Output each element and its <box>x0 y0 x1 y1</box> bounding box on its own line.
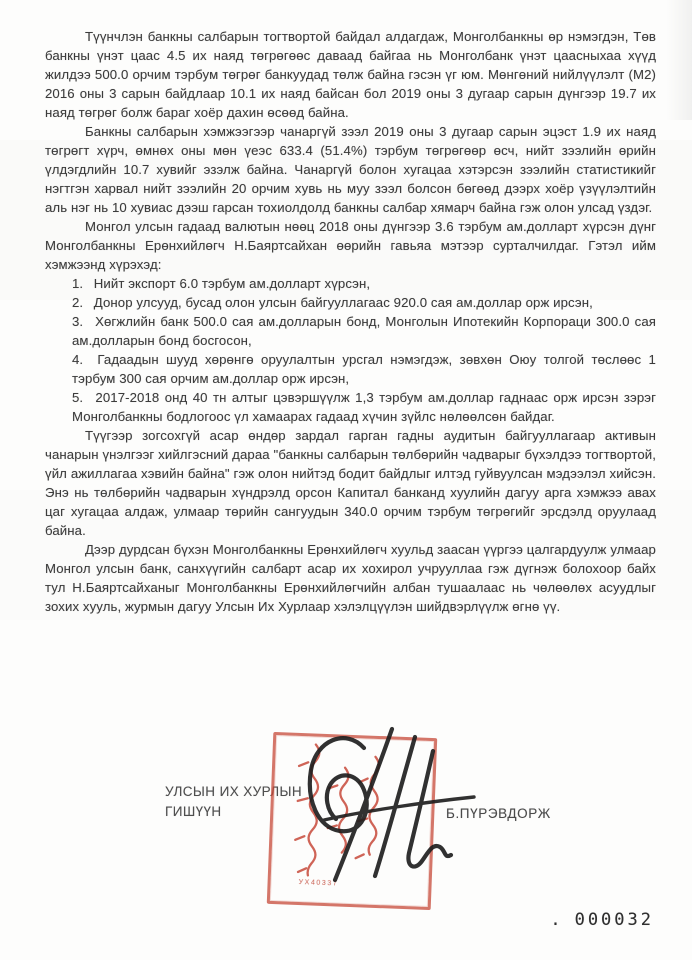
list-item <box>72 293 656 312</box>
scan-artifact <box>666 0 692 120</box>
page-number <box>550 910 654 930</box>
numbered-list <box>72 274 656 426</box>
list-item-number: 1. <box>72 276 84 291</box>
list-item-text: Нийт экспорт 6.0 тэрбум ам.долларт хүрсэн, <box>93 276 371 291</box>
list-item-number: 5. <box>72 390 84 405</box>
list-item-number: 4. <box>72 352 84 367</box>
document-body <box>45 27 656 616</box>
stamp-serial-number: УХ40337 <box>298 878 339 888</box>
page-number-dot: . <box>550 910 561 930</box>
paragraph-npl-statistics: Банкны салбарын хэмжээгээр чанаргүй зээл 2019 оны 3 дугаар сарын эцэст 1.9 их наяд төгрөгт хүрч, өмнөх оны мөн үеэс 633.4 (51.4%) тэрбум төгрөгөөр өсч, нийт зээлийн өрийн үлдэгдлийн 10.7 хувийг эзэлж байна. Чанаргүй болон хугацаа хэтэрсэн зээлийн статистикийг нэгтгэн харвал нийт зээлийн 20 орчим хувь нь муу зээл болсон бөгөөд дээрх хоёр үзүүлэлтийн аль нэг нь 10 хувиас дээш гарсан тохиолдолд банкны салбар хямарч байна гэж олон улсад үздэг. <box>45 124 656 215</box>
paragraph-fx-reserves: Монгол улсын гадаад валютын нөөц 2018 оны дүнгээр 3.6 тэрбум ам.долларт хүрсэн дүнг Монголбанкны Ерөнхийлөгч Н.Баяртсайхан өөрийн гавьяа мэтээр сурталчилдаг. Гэтэл ийм хэмжээнд хүрэхэд: <box>45 219 656 272</box>
signer-title-line1: УЛСЫН ИХ ХУРЛЫН <box>165 784 303 799</box>
list-item <box>72 312 656 350</box>
paragraph-audit-claim: Түүгээр зогсохгүй асар өндөр зардал гарган гадны аудитын байгууллагаар активын чанарын үнэлгээг хийлгэсний дараа "банкны салбарын төлбөрийн чадварыг бүхэлдээ тогтвортой, үйл ажиллагаа хэвийн байна" гэж олон нийтэд бодит байдлыг илтэд гуйвуулсан мэдээлэл хийсэн. Энэ нь төлбөрийн чадварын хүндрэлд орсон Капитал банканд хуулийн дагуу арга хэмжээ авах цаг хугацаа алдаж, улмаар төрийн сангуудын 340.0 орчим тэрбум төгрөгийг эрсдэлд оруулаад байна. <box>45 428 656 538</box>
list-item <box>72 350 656 388</box>
signer-title-line2: ГИШҮҮН <box>165 804 222 819</box>
paragraph-bank-sector-stability: Түүнчлэн банкны салбарын тогтвортой байдал алдагдаж, Монголбанкны өр нэмэгдэн, Төв банкны үнэт цаас 4.5 их наяд төгрөгөөс даваад байгаа нь Монголбанк үнэт цаасныхаа хүүд жилдээ 500.0 орчим тэрбум төгрөг банкуудад төлж байна гэсэн үг юм. Мөнгөний нийлүүлэлт (М2) 2016 оны 3 сарын байдлаар 10.1 их наяд байсан бол 2019 оны 3 дугаар сарын дүнгээр 19.7 их наяд төгрөг болж бараг хоёр дахин өсөөд байна. <box>45 29 656 120</box>
list-item <box>72 274 656 293</box>
paragraph-dismissal-request: Дээр дурдсан бүхэн Монголбанкны Ерөнхийлөгч хуульд заасан үүргээ цалгардуулж улмаар Монгол улсын банк, санхүүгийн салбарт асар их хохирол учрууллаа гэж дүгнэж болохоор байх тул Н.Баяртсайханыг Монголбанкны Ерөнхийлөгчийн албан тушаалаас нь чөлөөлөх асуудлыг зохих хууль, журмын дагуу Улсын Их Хурлаар хэлэлцүүлэн шийдвэрлүүлж өгнө үү. <box>45 542 656 614</box>
list-item-text: Гадаадын шууд хөрөнгө оруулалтын урсгал нэмэгдэж, зөвхөн Оюу толгой төслөөс 1 тэрбум 300 сая орчим ам.доллар орж ирсэн, <box>72 352 656 386</box>
list-item-number: 2. <box>72 295 84 310</box>
list-item <box>72 388 656 426</box>
list-item-text: Донор улсууд, бусад олон улсын байгууллагаас 920.0 сая ам.доллар орж ирсэн, <box>93 295 593 310</box>
signer-name: Б.ПҮРЭВДОРЖ <box>446 806 551 821</box>
list-item-number: 3. <box>72 314 84 329</box>
list-item-text: 2017-2018 онд 40 тн алтыг цэвэршүүлж 1,3 тэрбум ам.доллар гаднаас орж ирсэн зэрэг Монголбанкны бодлогоос үл хамаарах гадаад хүчин зүйлс нөлөөлсөн байдаг. <box>72 390 656 424</box>
handwritten-signature <box>302 726 482 891</box>
page-number-value: 000032 <box>574 910 654 930</box>
list-item-text: Хөгжлийн банк 500.0 сая ам.долларын бонд, Монголын Ипотекийн Корпораци 300.0 сая ам.долларын бонд босгосон, <box>72 314 657 348</box>
